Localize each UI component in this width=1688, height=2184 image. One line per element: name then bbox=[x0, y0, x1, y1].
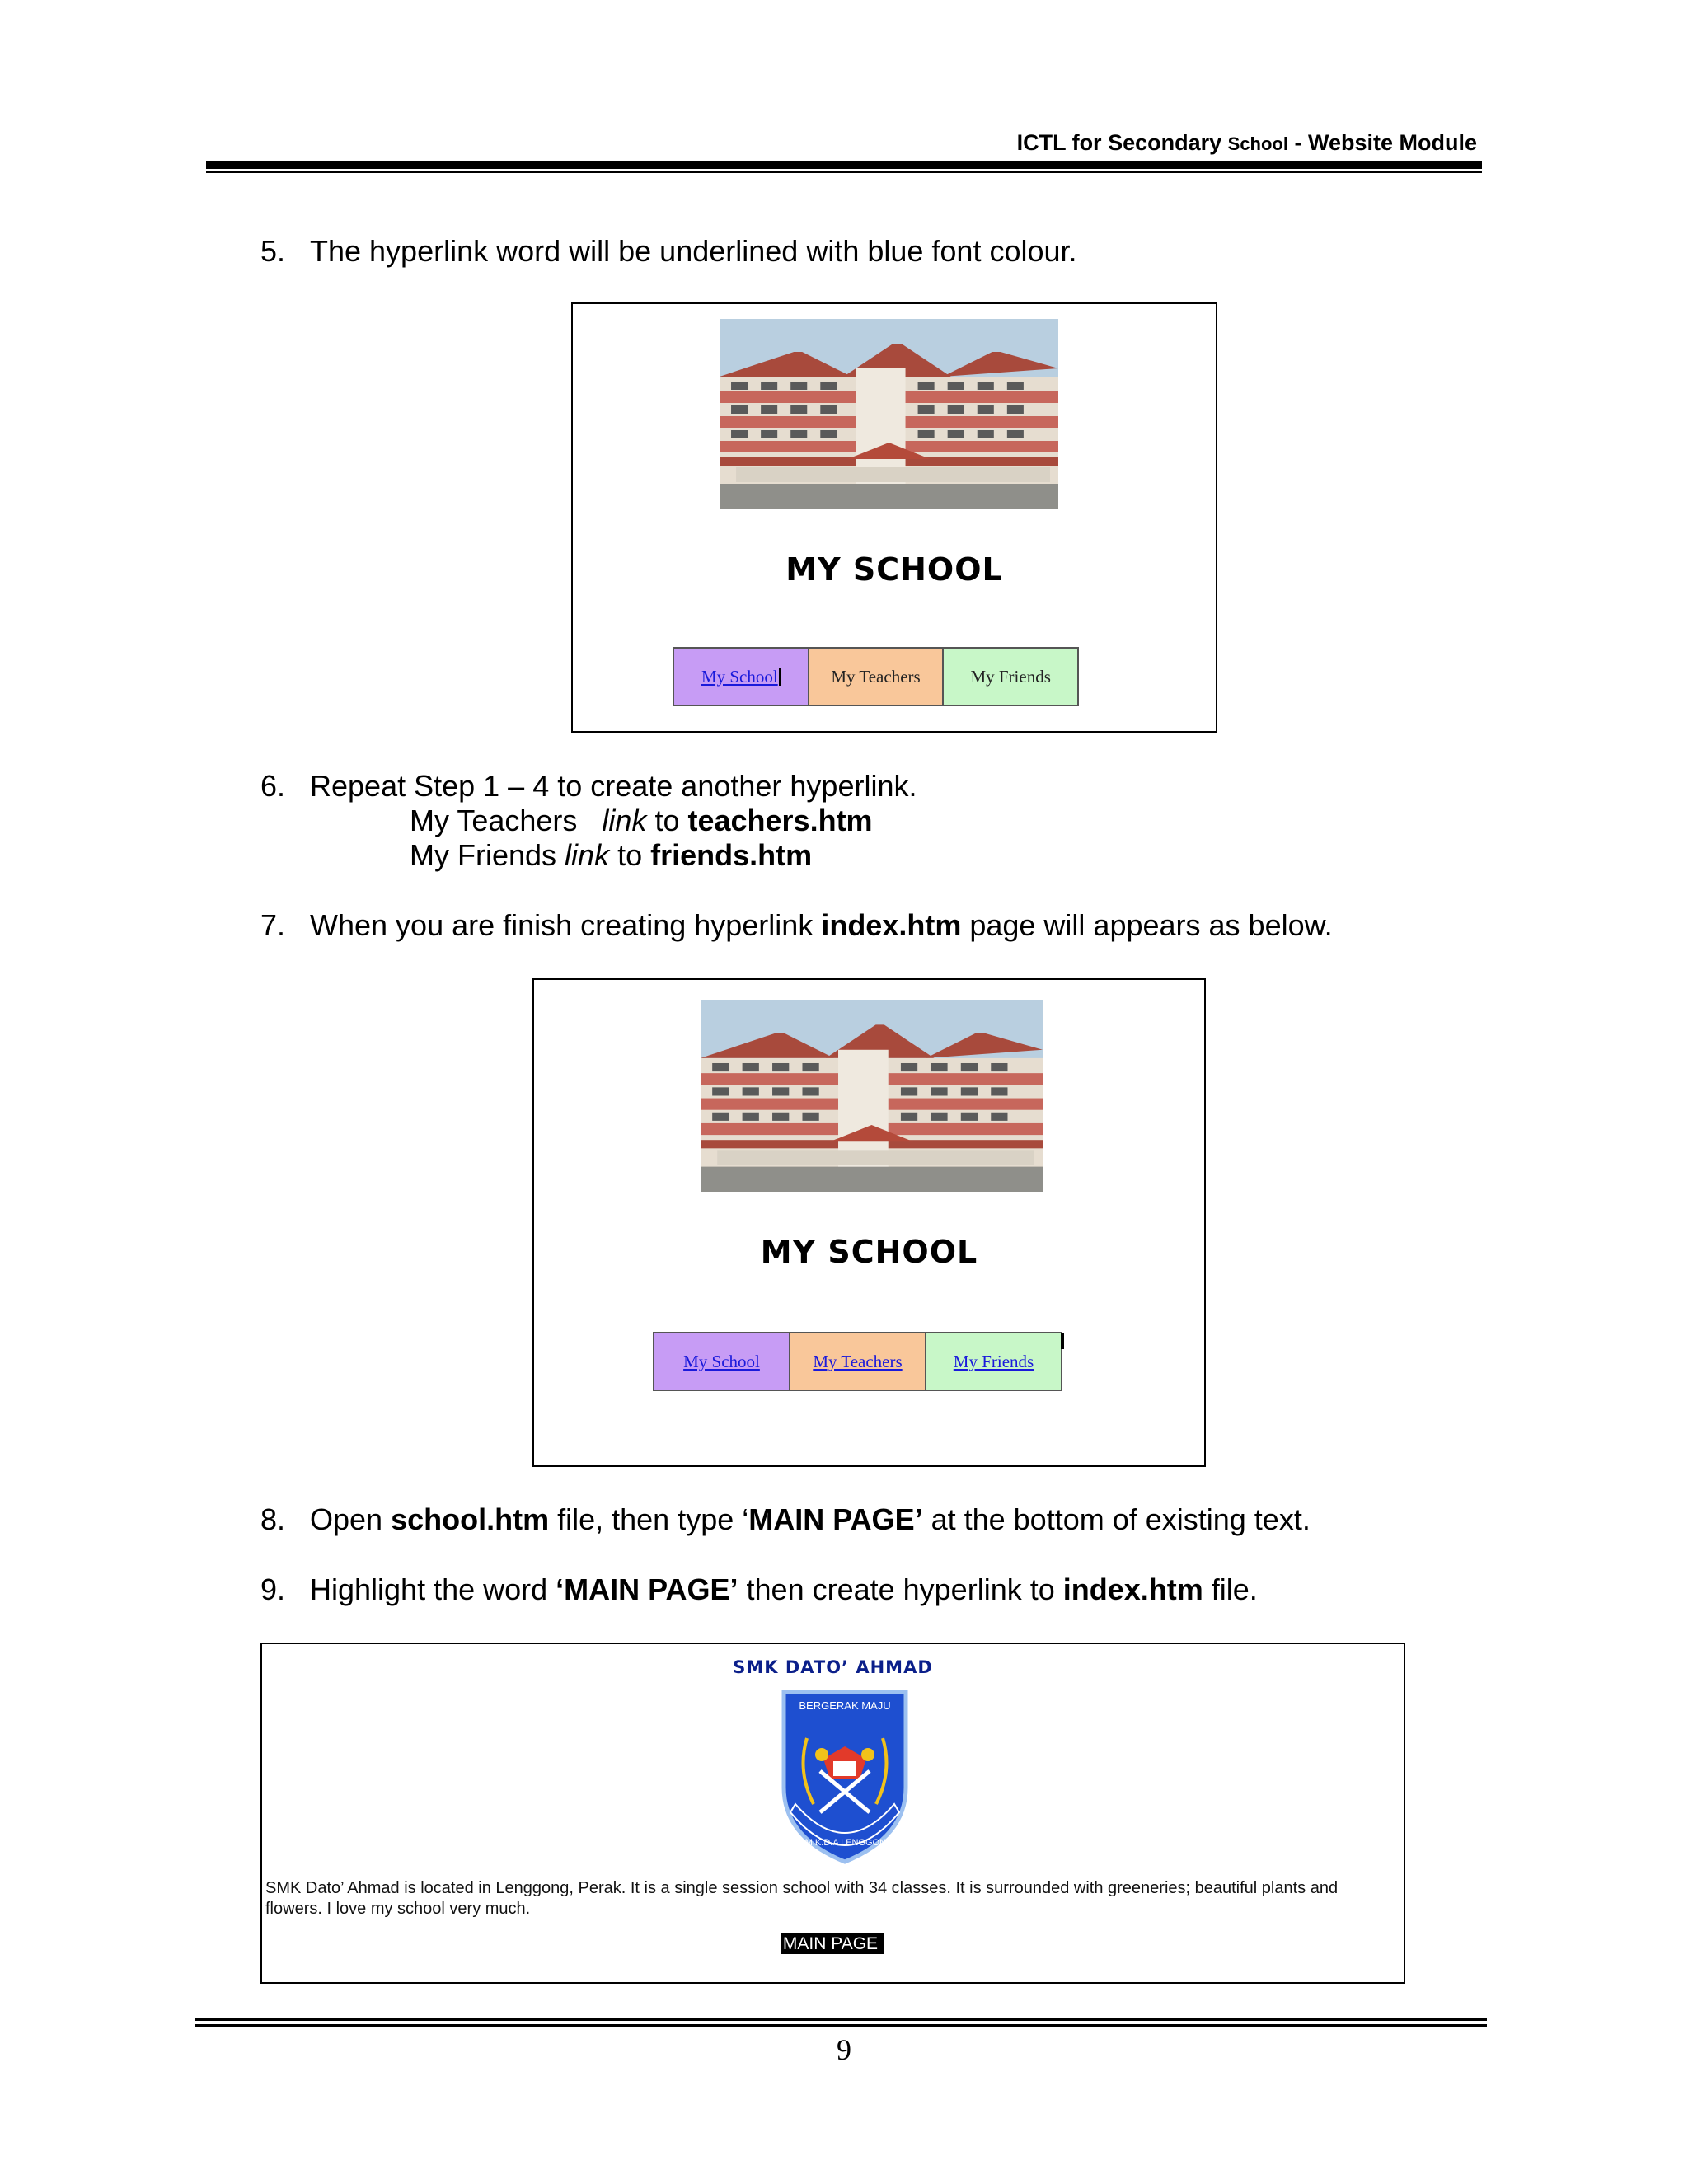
step-text-file: school.htm bbox=[391, 1502, 550, 1536]
school-crest bbox=[774, 1689, 916, 1865]
screenshot-index-partial bbox=[571, 302, 1217, 733]
step-text-main-page: MAIN PAGE’ bbox=[748, 1502, 923, 1536]
step-number: 9. bbox=[260, 1572, 286, 1606]
step-7 bbox=[260, 908, 1497, 943]
header-title-small: School bbox=[1227, 134, 1288, 154]
step-text: Repeat Step 1 – 4 to create another hyperlink. bbox=[310, 769, 917, 803]
link-word: link bbox=[602, 804, 647, 837]
step-text-e: file. bbox=[1203, 1572, 1258, 1606]
page-header-title bbox=[1017, 130, 1477, 156]
nav-cell-my-teachers[interactable] bbox=[808, 649, 943, 705]
text-cursor bbox=[779, 668, 781, 686]
link-label: My Teachers bbox=[410, 804, 603, 837]
step-text-e: at the bottom of existing text. bbox=[922, 1502, 1311, 1536]
step-number: 7. bbox=[260, 908, 286, 942]
target-file: teachers.htm bbox=[687, 804, 873, 837]
step-text-file: index.htm bbox=[1062, 1572, 1203, 1606]
nav-table bbox=[673, 647, 1079, 706]
step-number: 5. bbox=[260, 234, 286, 268]
nav-cell-my-friends[interactable] bbox=[942, 649, 1077, 705]
header-title-part1: ICTL for Secondary bbox=[1016, 130, 1228, 155]
step-text bbox=[310, 1572, 1258, 1607]
step-text-c: then create hyperlink to bbox=[738, 1572, 1063, 1606]
step-text bbox=[310, 1502, 1311, 1537]
step-number: 6. bbox=[260, 769, 286, 803]
step-text-a: Open bbox=[310, 1502, 392, 1536]
crest-motto: BERGERAK MAJU bbox=[799, 1699, 891, 1712]
footer-rule bbox=[195, 2018, 1487, 2021]
link-word: link bbox=[565, 838, 610, 872]
nav-link-my-friends[interactable]: My Friends bbox=[953, 1351, 1034, 1371]
school-name-heading: SMK DATO’ AHMAD bbox=[733, 1657, 933, 1677]
shot-heading: MY SCHOOL bbox=[785, 551, 1003, 588]
step-9 bbox=[260, 1572, 1497, 1607]
step-number: 8. bbox=[260, 1502, 286, 1536]
step-6 bbox=[260, 769, 1414, 804]
shot-heading: MY SCHOOL bbox=[760, 1234, 978, 1270]
page-number: 9 bbox=[837, 2033, 851, 2066]
screenshot-index-complete bbox=[532, 978, 1206, 1467]
main-page-row bbox=[262, 1934, 1404, 1954]
nav-table bbox=[653, 1332, 1062, 1391]
to-word: to bbox=[646, 804, 688, 837]
header-rule bbox=[206, 161, 1482, 169]
school-description: SMK Dato’ Ahmad is located in Lenggong, Perak. It is a single session school with 34 classes. It is surrounded with greeneries; beautiful plants and flowers. I love my school very much. bbox=[265, 1879, 1339, 1918]
nav-cell-my-school[interactable] bbox=[674, 649, 808, 705]
school-building-image bbox=[720, 319, 1058, 509]
footer-rule-2 bbox=[195, 2024, 1487, 2027]
header-title-part2: - Website Module bbox=[1287, 130, 1477, 155]
target-file: friends.htm bbox=[650, 838, 813, 872]
step-text-c: file, then type ‘ bbox=[549, 1502, 749, 1536]
nav-link-my-teachers[interactable]: My Teachers bbox=[813, 1351, 903, 1371]
step-text-bold: index.htm bbox=[821, 908, 962, 942]
step-text-main-page: ‘MAIN PAGE’ bbox=[556, 1572, 738, 1606]
step-text-a: When you are finish creating hyperlink bbox=[310, 908, 822, 942]
nav-link-my-school[interactable]: My School bbox=[701, 666, 778, 687]
step-text-a: Highlight the word bbox=[310, 1572, 556, 1606]
step-text-c: page will appears as below. bbox=[961, 908, 1333, 942]
screenshot-school-page bbox=[260, 1643, 1405, 1984]
step-text bbox=[310, 908, 1333, 943]
nav-cell-my-school[interactable] bbox=[654, 1333, 789, 1390]
to-word: to bbox=[609, 838, 651, 872]
school-building-image bbox=[701, 1000, 1043, 1192]
main-page-highlighted-text[interactable]: MAIN PAGE bbox=[781, 1933, 884, 1954]
step-6-line-friends bbox=[410, 838, 812, 873]
nav-text-my-teachers: My Teachers bbox=[831, 666, 921, 687]
nav-cell-my-friends[interactable] bbox=[925, 1333, 1061, 1390]
step-text: The hyperlink word will be underlined with blue font colour. bbox=[310, 234, 1077, 268]
step-8 bbox=[260, 1502, 1497, 1537]
nav-link-my-school[interactable]: My School bbox=[683, 1351, 760, 1371]
nav-text-my-friends: My Friends bbox=[970, 666, 1051, 687]
text-cursor bbox=[1061, 1333, 1064, 1349]
step-6-line-teachers bbox=[410, 804, 873, 838]
header-rule-thin bbox=[206, 171, 1482, 173]
crest-ribbon-text: S.M.K.D.A LENGGONG bbox=[796, 1838, 893, 1848]
step-5 bbox=[260, 234, 1414, 269]
nav-cell-my-teachers[interactable] bbox=[789, 1333, 925, 1390]
link-label: My Friends bbox=[410, 838, 565, 872]
